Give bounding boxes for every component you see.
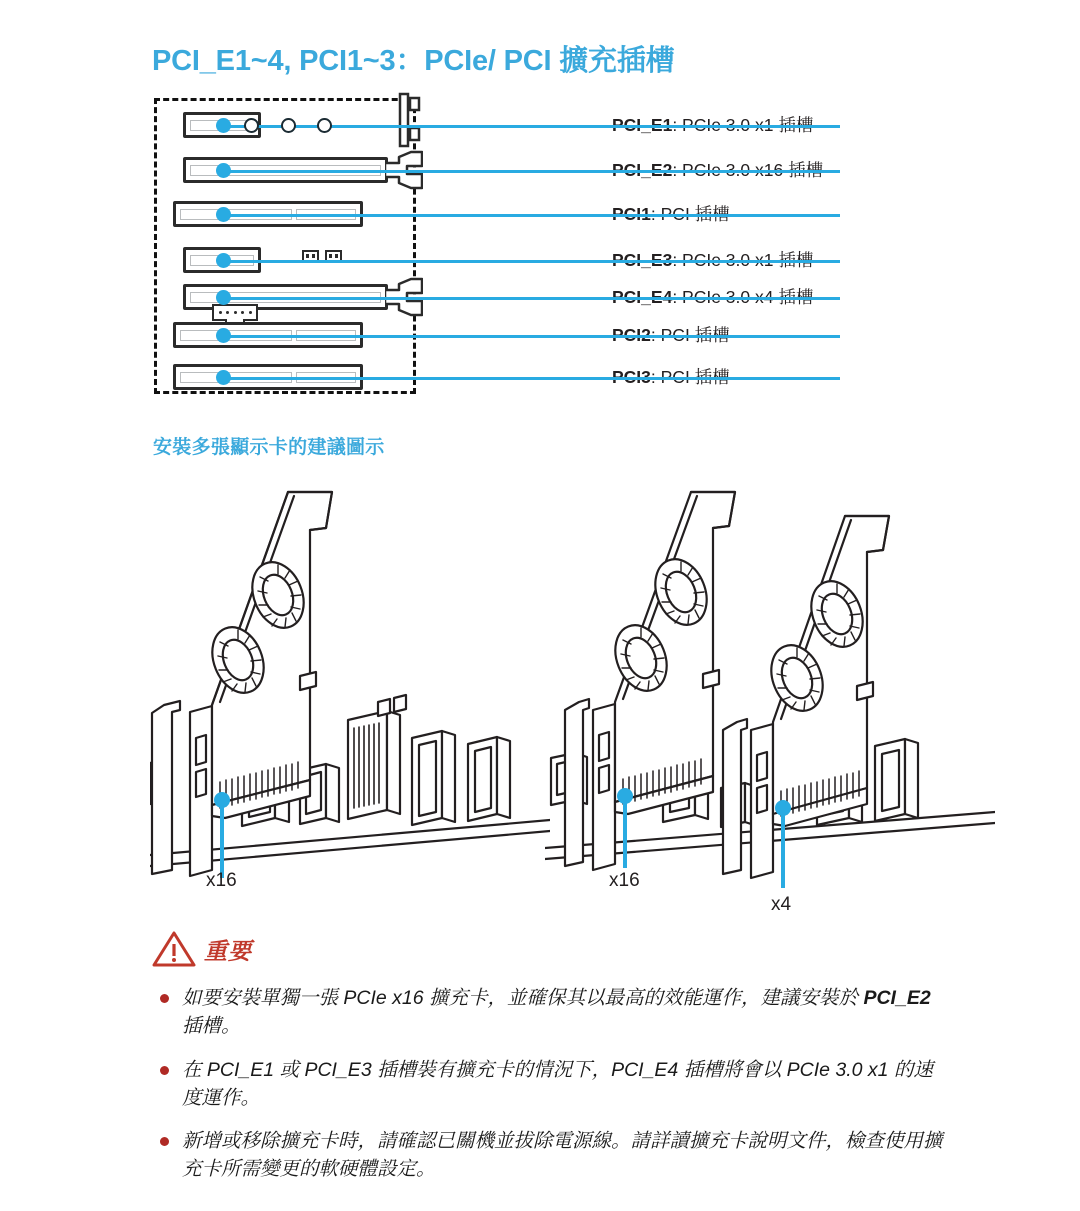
dual-card-illustration	[545, 470, 995, 930]
important-notes-list	[152, 984, 982, 1184]
pointer-label-x16: x16	[609, 870, 640, 891]
anchor-dot-pci-e2	[216, 163, 231, 178]
note-item	[152, 1056, 952, 1113]
leader-line-pci-e4	[226, 297, 840, 300]
edge-connector-vertical	[396, 92, 426, 154]
important-heading: 重要	[204, 937, 252, 964]
anchor-dot-pci1	[216, 207, 231, 222]
multi-gpu-heading: 安裝多張顯示卡的建議圖示	[153, 437, 385, 458]
leader-line-pci-e2	[226, 170, 840, 173]
anchor-dot-pci-e3	[216, 253, 231, 268]
anchor-dot-pci2	[216, 328, 231, 343]
important-notes-section	[152, 928, 982, 1199]
leader-line-pci1	[226, 214, 840, 217]
anchor-dot-pci-e1	[216, 118, 231, 133]
front-panel-header	[212, 304, 258, 321]
leader-line-pci3	[226, 377, 840, 380]
note-text: 如要安裝單獨一張 PCIe x16 擴充卡，並確保其以最高的效能運作，建議安裝於	[182, 987, 864, 1009]
expansion-slot-diagram	[150, 92, 850, 402]
single-card-illustration	[150, 470, 550, 920]
pointer-label-x16: x16	[206, 870, 237, 891]
note-item	[152, 984, 952, 1041]
pin-circle-3	[317, 118, 332, 133]
pin-circle-2	[281, 118, 296, 133]
warning-triangle-icon	[152, 930, 196, 968]
leader-line-pci-e3	[226, 260, 840, 263]
note-text: 在 PCI_E1 或 PCI_E3 插槽裝有擴充卡的情況下，PCI_E4 插槽將會以 PCIe 3.0 x1 的速度運作。	[182, 1058, 933, 1109]
anchor-dot-pci3	[216, 370, 231, 385]
note-text: 插槽。	[182, 1015, 241, 1038]
note-emphasis: PCI_E2	[863, 987, 931, 1009]
note-text: 新增或移除擴充卡時，請確認已關機並拔除電源線。請詳讀擴充卡說明文件，檢查使用擴充卡所需變更的軟硬體設定。	[182, 1130, 943, 1181]
leader-line-pci2	[226, 335, 840, 338]
note-item	[152, 1127, 952, 1184]
anchor-dot-pci-e4	[216, 290, 231, 305]
pointer-label-x4: x4	[771, 894, 792, 915]
important-header	[152, 928, 982, 970]
pin-circle-1	[244, 118, 259, 133]
motherboard-boundary	[154, 98, 416, 394]
page-title: PCI_E1~4, PCI1~3：PCIe/ PCI 擴充插槽	[152, 45, 675, 77]
